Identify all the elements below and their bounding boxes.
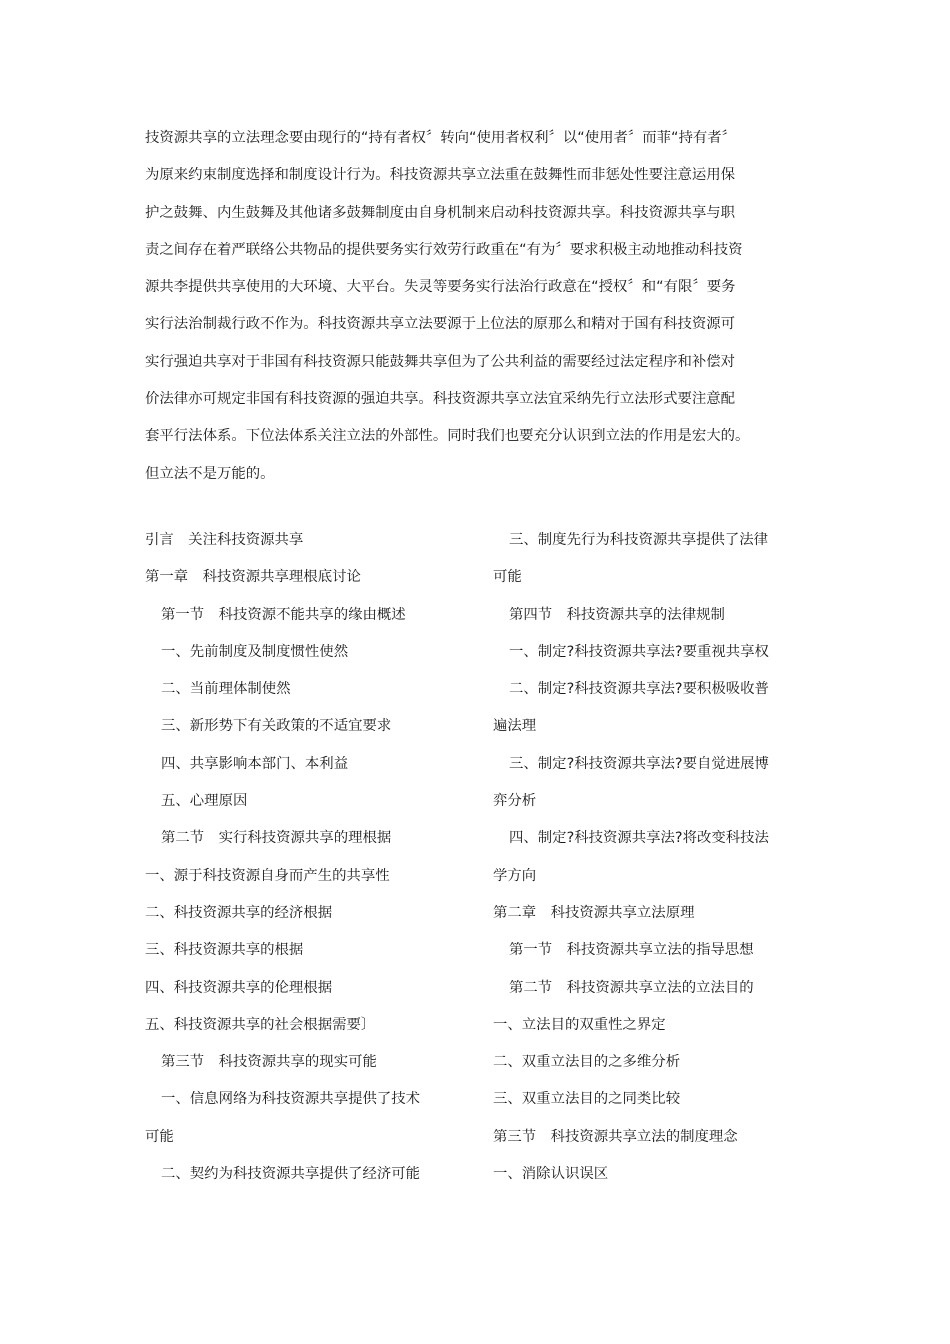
toc-entry: 一、消除认识误区 xyxy=(493,1166,609,1183)
toc-entry: 二、双重立法目的之多维分析 xyxy=(493,1054,681,1071)
toc-entry: 一、立法目的双重性之界定 xyxy=(493,1016,666,1033)
toc-entry: 第一节 科技资源共享立法的指导思想 xyxy=(509,942,754,959)
toc-entry: 二、制定?科技资源共享法?要积极吸收普 xyxy=(509,681,769,698)
toc-entry: 四、共享影响本部门、本利益 xyxy=(161,755,349,772)
toc-entry: 四、科技资源共享的伦理根据 xyxy=(145,979,333,996)
toc-entry: 第一章 科技资源共享理根底讨论 xyxy=(145,569,361,586)
toc-entry: 三、科技资源共享的根据 xyxy=(145,942,304,959)
toc-left-column xyxy=(145,522,465,1193)
toc-entry: 三、双重立法目的之同类比较 xyxy=(493,1091,681,1108)
toc-right-column xyxy=(493,522,813,1193)
toc-entry: 五、科技资源共享的社会根据需要〕 xyxy=(145,1016,376,1033)
toc-entry: 二、契约为科技资源共享提供了经济可能 xyxy=(161,1166,421,1183)
toc-entry: 第二节 实行科技资源共享的理根据 xyxy=(161,830,392,847)
abstract-line: 为原来约束制度选择和制度设计行为。科技资源共享立法重在鼓舞性而非惩处性要注意运用保 xyxy=(145,167,736,184)
abstract-line: 技资源共享的立法理念要由现行的“持有者权〞转向“使用者权利〞以“使用者〞而菲“持有者〞 xyxy=(145,130,737,146)
abstract-line: 实行强迫共享对于非国有科技资源只能鼓舞共享但为了公共利益的需要经过法定程序和补偿对 xyxy=(145,353,736,370)
toc-entry: 弈分析 xyxy=(493,793,537,810)
toc-entry: 三、新形势下有关政策的不适宜要求 xyxy=(161,718,392,735)
toc-entry: 第二节 科技资源共享立法的立法目的 xyxy=(509,979,754,996)
toc-entry: 二、科技资源共享的经济根据 xyxy=(145,904,333,921)
toc-entry: 四、制定?科技资源共享法?将改变科技法 xyxy=(509,830,769,847)
toc-entry: 三、制度先行为科技资源共享提供了法律 xyxy=(509,532,769,548)
toc-entry: 可能 xyxy=(145,1128,174,1145)
toc-entry: 第三节 科技资源共享立法的制度理念 xyxy=(493,1128,738,1145)
toc-entry: 一、信息网络为科技资源共享提供了技术 xyxy=(161,1091,421,1108)
abstract-line: 套平行法体系。下位法体系关注立法的外部性。同时我们也要充分认识到立法的作用是宏大的。 xyxy=(145,428,750,445)
toc-entry: 第三节 科技资源共享的现实可能 xyxy=(161,1054,377,1071)
abstract-line: 但立法不是万能的。 xyxy=(145,465,275,482)
toc-entry: 一、先前制度及制度惯性使然 xyxy=(161,643,349,660)
toc-entry: 可能 xyxy=(493,569,522,586)
toc-entry: 第四节 科技资源共享的法律规制 xyxy=(509,606,725,623)
abstract-paragraph xyxy=(145,120,815,493)
toc-entry: 遍法理 xyxy=(493,718,537,735)
toc-entry: 一、源于科技资源自身而产生的共享性 xyxy=(145,867,390,884)
abstract-line: 护之鼓舞、内生鼓舞及其他诸多鼓舞制度由自身机制来启动科技资源共享。科技资源共享与职 xyxy=(145,204,736,221)
abstract-line: 源共李提供共享使用的大环境、大平台。失灵等要务实行法治行政意在“授权〞和“有限〞要务 xyxy=(145,279,736,296)
toc-entry: 第一节 科技资源不能共享的缘由概述 xyxy=(161,606,406,623)
abstract-line: 责之间存在着严联络公共物品的提供要务实行效劳行政重在“有为〞要求积极主动地推动科技资 xyxy=(145,241,743,258)
toc-entry: 学方向 xyxy=(493,867,537,884)
toc-entry: 引言 关注科技资源共享 xyxy=(145,532,304,548)
toc-entry: 三、制定?科技资源共享法?要自觉进展博 xyxy=(509,755,769,772)
toc-entry: 一、制定?科技资源共享法?要重视共享权 xyxy=(509,643,769,660)
abstract-line: 价法律亦可规定非国有科技资源的强迫共享。科技资源共享立法宜采纳先行立法形式要注意配 xyxy=(145,391,736,408)
abstract-line: 实行法治制裁行政不作为。科技资源共享立法要源于上位法的原那么和精对于国有科技资源可 xyxy=(145,316,736,333)
toc-entry: 第二章 科技资源共享立法原理 xyxy=(493,904,695,921)
toc-entry: 五、心理原因 xyxy=(161,793,248,810)
toc-entry: 二、当前理体制使然 xyxy=(161,681,291,698)
